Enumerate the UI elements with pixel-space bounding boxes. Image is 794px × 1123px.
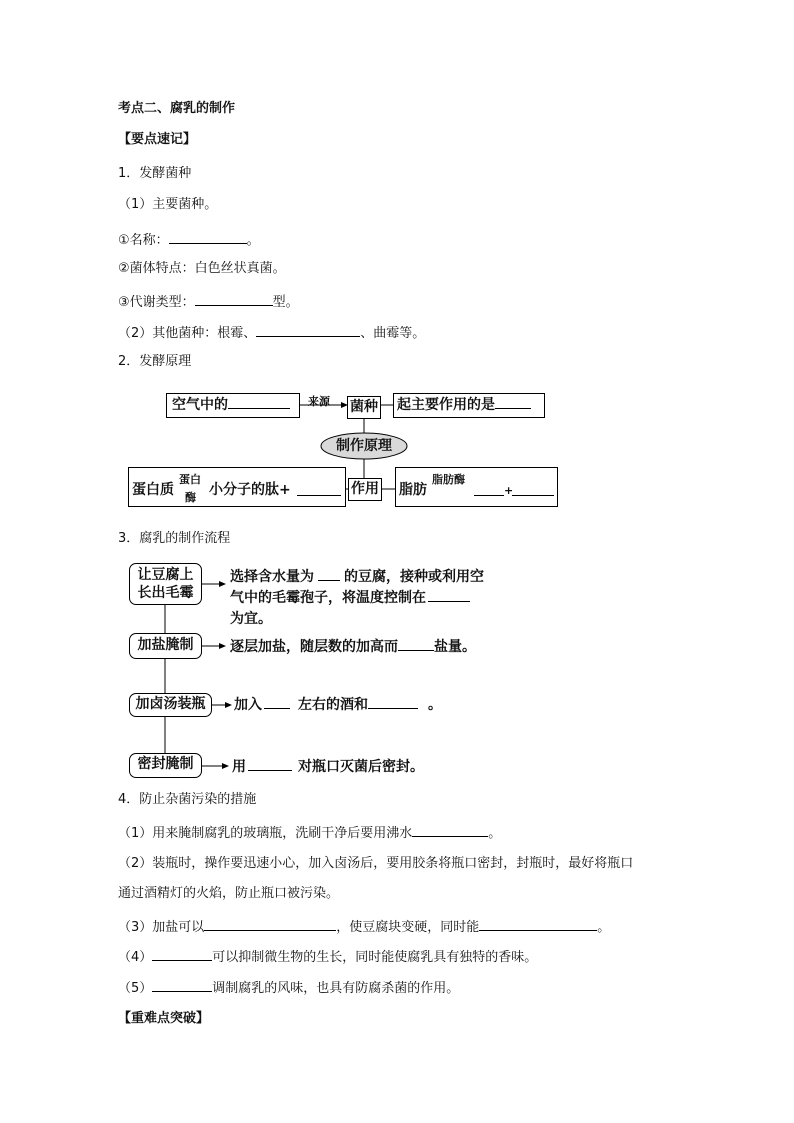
s4-p5 — [118, 977, 459, 998]
plus-label: + — [504, 484, 514, 497]
protease-top: 蛋白 — [179, 473, 201, 486]
blank-salt[interactable] — [398, 637, 434, 651]
s4-p3-a: （3）加盐可以 — [118, 920, 205, 935]
difficulty-label: 【重难点突破】 — [118, 1011, 210, 1026]
s1-meta-end: 型。 — [272, 295, 299, 310]
species-box: 菌种 — [347, 396, 381, 419]
s4-p3-c: 。 — [597, 920, 611, 935]
s1-feature: ②菌体特点：白色丝状真菌。 — [118, 261, 286, 276]
flow-step4-box: 密封腌制 — [129, 753, 202, 778]
s4-p1 — [118, 822, 501, 843]
step1-desc2: 气中的毛霉孢子，将温度控制在 — [230, 590, 426, 606]
principle-label: 制作原理 — [336, 438, 392, 454]
blank-boiling[interactable] — [412, 822, 488, 837]
s4-p2-line2: 通过酒精灯的火焰，防止瓶口被污染。 — [118, 886, 340, 901]
blank-alcohol[interactable] — [264, 695, 290, 709]
s1-sub2-end: 、曲霉等。 — [360, 326, 426, 341]
s4-p5-b: 调制腐乳的风味，也具有防腐杀菌的作用。 — [212, 981, 460, 996]
blank-spices[interactable] — [368, 695, 418, 709]
air-label: 空气中的 — [172, 397, 228, 413]
blank-inhibitor[interactable] — [152, 946, 212, 961]
s2-title: 2．发酵原理 — [118, 354, 192, 369]
step1-desc1b: 的豆腐，接种或利用空 — [344, 569, 484, 585]
s3-title: 3．腐乳的制作流程 — [118, 531, 231, 546]
s4-p4-b: 可以抑制微生物的生长，同时能使腐乳具有独特的香味。 — [212, 950, 538, 965]
s4-p4 — [118, 946, 537, 967]
blank-sterilize-tool[interactable] — [248, 757, 292, 771]
protease-bottom: 酶 — [185, 491, 196, 504]
s1-name-end: 。 — [246, 233, 260, 248]
section-heading: 考点二、腐乳的制作 — [118, 101, 236, 116]
blank-temperature[interactable] — [428, 588, 470, 602]
flow-step1-desc3: 为宜。 — [230, 611, 272, 627]
blank-flavor[interactable] — [152, 977, 212, 992]
step2-desc-a: 逐层加盐，随层数的加高而 — [230, 639, 398, 655]
s1-sub1: （1）主要菌种。 — [118, 197, 218, 212]
blank-water-content[interactable] — [318, 567, 340, 581]
s1-name-label: ①名称： — [118, 233, 169, 248]
key-points-label: 【要点速记】 — [118, 132, 197, 147]
s4-p3 — [118, 916, 610, 937]
s4-p4-a: （4） — [118, 950, 153, 965]
blank-salt-effect[interactable] — [204, 916, 336, 931]
s1-sub2-label: （2）其他菌种：根霉、 — [118, 326, 257, 341]
protein-label: 蛋白质 — [132, 482, 174, 498]
lipase-label: 脂肪酶 — [432, 473, 465, 486]
step4-desc-b: 对瓶口灭菌后密封。 — [298, 759, 424, 775]
s4-p1-b: 。 — [488, 826, 502, 841]
step2-desc-b: 盐量。 — [434, 639, 476, 655]
peptide-label: 小分子的肽+ — [209, 482, 291, 498]
flow-step1-line1: 让豆腐上 — [137, 567, 194, 583]
blank-salt-function[interactable] — [479, 916, 597, 931]
flow-step1-desc2 — [230, 588, 470, 608]
step3-desc-a: 加入 — [234, 697, 262, 713]
s4-p1-a: （1）用来腌制腐乳的玻璃瓶，洗刷干净后要用沸水 — [118, 826, 413, 841]
flow-step3-desc — [234, 695, 442, 715]
flow-step2-desc — [230, 637, 476, 657]
action-box: 作用 — [348, 478, 382, 501]
source-label: 来源 — [308, 395, 330, 408]
s4-p2-line1: （2）装瓶时，操作要迅速小心，加入卤汤后，要用胶条将瓶口密封，封瓶时，最好将瓶口 — [118, 856, 634, 871]
flow-step1-box — [129, 563, 202, 605]
step4-desc-a: 用 — [232, 759, 246, 775]
s4-title: 4．防止杂菌污染的措施 — [118, 792, 257, 807]
step1-desc1a: 选择含水量为 — [230, 569, 314, 585]
flow-step4-desc — [232, 757, 424, 777]
flow-step2-box: 加盐腌制 — [129, 633, 202, 659]
fat-label: 脂肪 — [399, 482, 427, 498]
s4-p3-b: ，使豆腐块变硬，同时能 — [336, 920, 480, 935]
flow-step1-desc1 — [230, 567, 484, 587]
s4-p5-a: （5） — [118, 981, 153, 996]
s1-title: 1．发酵菌种 — [118, 166, 192, 181]
flow-step3-box: 加卤汤装瓶 — [129, 693, 212, 717]
s1-meta-label: ③代谢类型： — [118, 295, 195, 310]
main-label: 起主要作用的是 — [397, 397, 495, 413]
step3-desc-b: 左右的酒和 — [298, 697, 368, 713]
flow-step1-line2: 长出毛霉 — [137, 585, 194, 601]
step3-desc-c: 。 — [428, 697, 442, 713]
